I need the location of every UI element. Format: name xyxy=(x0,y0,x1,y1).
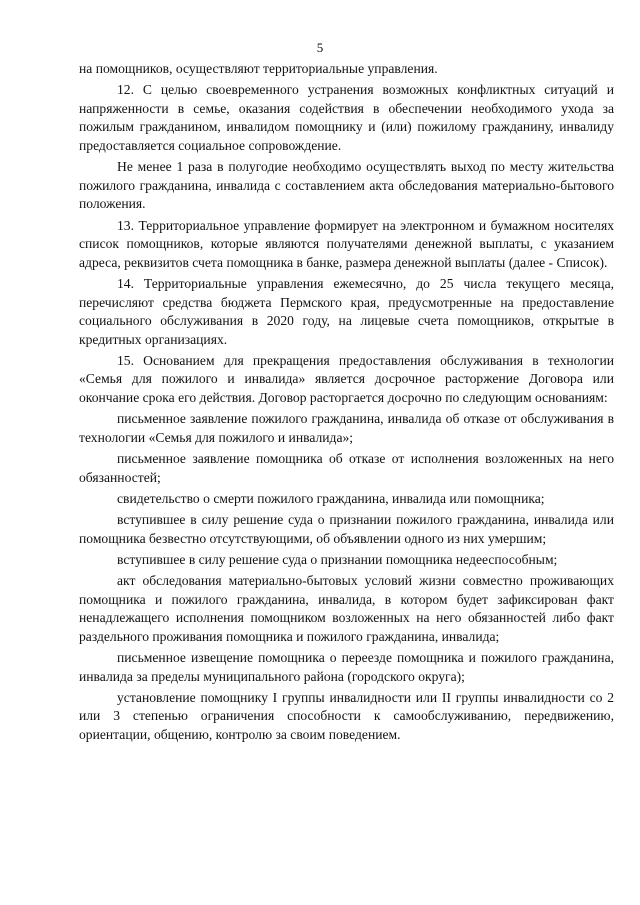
paragraph-15: 15. Основанием для прекращения предоставления обслуживания в технологии «Семья для пожилого и инвалида» является досрочное расторжение Договора или окончание срока его действия. Договор расторгается досрочно по следующим основаниям: xyxy=(79,352,614,406)
paragraph-13: 13. Территориальное управление формирует на электронном и бумажном носителях список помощников, которые являются получателями денежной выплаты, с указанием адреса, реквизитов счета помощника в банке, размера денежной выплаты (далее - Список). xyxy=(79,217,614,270)
ground-disability: установление помощнику I группы инвалидности или II группы инвалидности со 2 или 3 степенью ограничения способности к самообслуживанию, передвижению, ориентации, общению, контролю за своим поведением. xyxy=(79,689,614,742)
ground-court-missing: вступившее в силу решение суда о признании пожилого гражданина, инвалида или помощника безвестно отсутствующими, об объявлении одного из них умершим; xyxy=(79,512,614,546)
ground-inspection-act: акт обследования материально-бытовых условий жизни совместно проживающих помощника и пожилого гражданина, инвалида, в котором будет зафиксирован факт ненадлежащего исполнения помощником возложенных на него обязанностей либо факт раздельного проживания помощника и пожилого гражданина, инвалида; xyxy=(79,572,614,644)
paragraph-continuation: на помощников, осуществляют территориальные управления. xyxy=(79,61,438,76)
page-number: 5 xyxy=(316,40,324,55)
paragraph-14: 14. Территориальные управления ежемесячно, до 25 числа текущего месяца, перечисляют средства бюджета Пермского края, предусмотренные на предоставление социального обслуживания в 2020 году, на лицевые счета помощников, открытые в кредитных организациях. xyxy=(79,275,614,347)
ground-pensioner-application: письменное заявление пожилого гражданина, инвалида об отказе от обслуживания в технологии «Семья для пожилого и инвалида»; xyxy=(79,411,614,445)
ground-helper-application: письменное заявление помощника об отказе от исполнения возложенных на него обязанностей; xyxy=(79,451,614,485)
paragraph-12: 12. С целью своевременного устранения возможных конфликтных ситуаций и напряженности в семье, оказания содействия в обеспечении необходимого ухода за пожилым гражданином, инвалидом помощнику и (или) пожилому гражданину, инвалиду предоставляется социальное сопровождение. xyxy=(79,82,614,153)
paragraph-12-visit: Не менее 1 раза в полугодие необходимо осуществлять выход по месту жительства пожилого гражданина, инвалида с составлением акта обследования материально-бытового положения. xyxy=(79,159,614,212)
ground-court-incapacity: вступившее в силу решение суда о признании помощника недееспособным; xyxy=(117,551,558,567)
ground-relocation-notice: письменное извещение помощника о переезде помощника и пожилого гражданина, инвалида за пределы муниципального района (городского округа); xyxy=(79,649,614,684)
document-body xyxy=(79,60,614,747)
ground-death-certificate: свидетельство о смерти пожилого гражданина, инвалида или помощника; xyxy=(117,490,545,506)
